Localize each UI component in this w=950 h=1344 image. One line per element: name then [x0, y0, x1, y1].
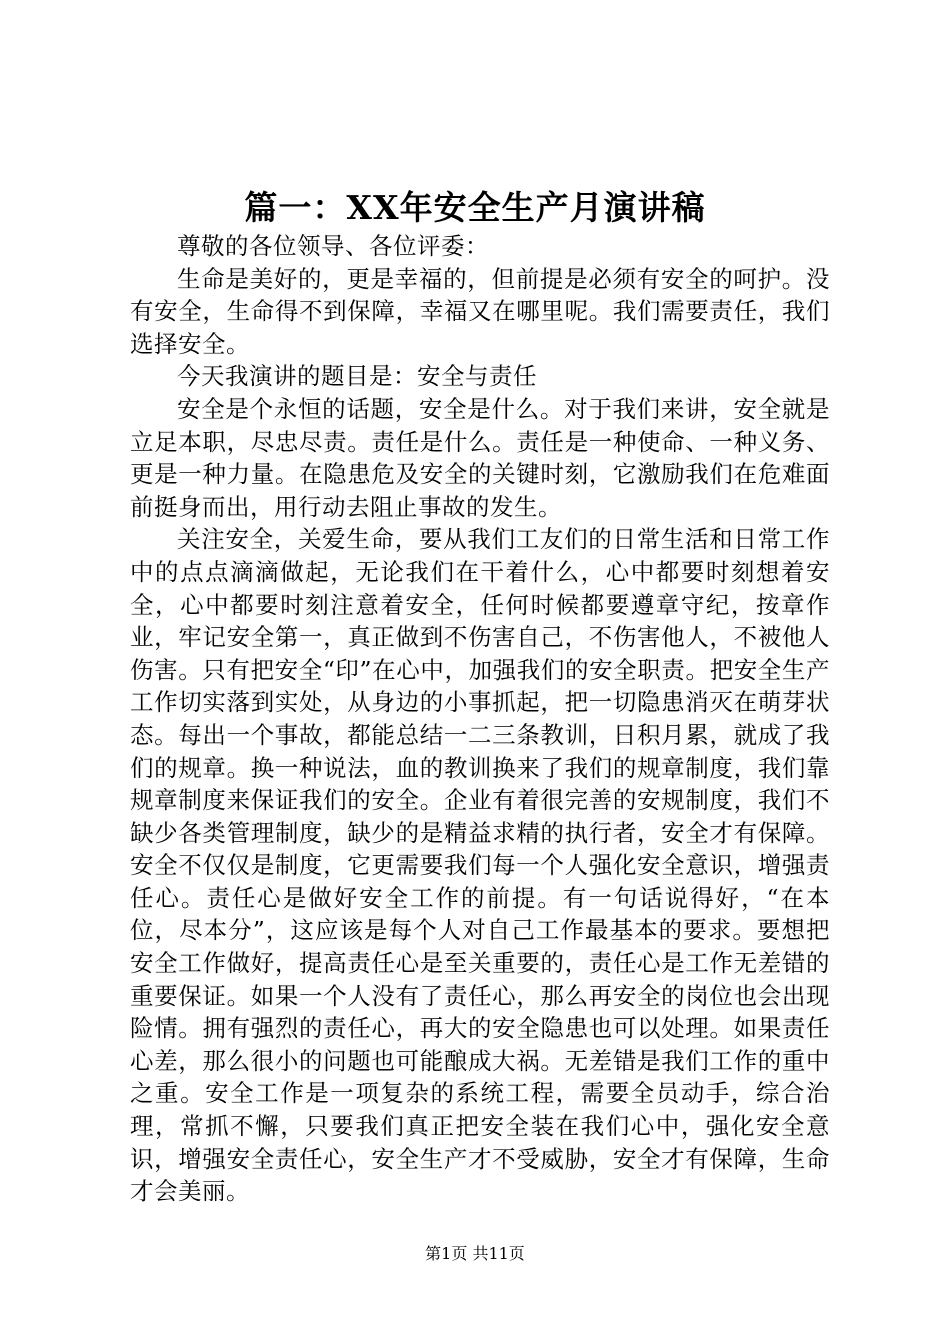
- body-paragraph: 安全是个永恒的话题，安全是什么。对于我们来讲，安全就是立足本职，尽忠尽责。责任是什么。责任是一种使命、一种义务、更是一种力量。在隐患危及安全的关键时刻，它激励我们在危难面前挺身而出，用行动去阻止事故的发生。: [130, 394, 830, 521]
- page-footer: 第1页 共11页: [425, 1244, 525, 1263]
- body-paragraph: 关注安全，关爱生命，要从我们工友们的日常生活和日常工作中的点点滴滴做起，无论我们在干着什么，心中都要时刻想着安全，心中都要时刻注意着安全，任何时候都要遵章守纪，按章作业，牢记安全第一，真正做到不伤害自己，不伤害他人，不被他人伤害。只有把安全“印”在心中，加强我们的安全职责。把安全生产工作切实落到实处，从身边的小事抓起，把一切隐患消灭在萌芽状态。每出一个事故，都能总结一二三条教训，日积月累，就成了我们的规章。换一种说法，血的教训换来了我们的规章制度，我们靠规章制度来保证我们的安全。企业有着很完善的安规制度，我们不缺少各类管理制度，缺少的是精益求精的执行者，安全才有保障。安全不仅仅是制度，它更需要我们每一个人强化安全意识，增强责任心。责任心是做好安全工作的前提。有一句话说得好，“在本位，尽本分”，这应该是每个人对自己工作最基本的要求。要想把安全工作做好，提高责任心是至关重要的，责任心是工作无差错的重要保证。如果一个人没有了责任心，那么再安全的岗位也会出现险情。拥有强烈的责任心，再大的安全隐患也可以处理。如果责任心差，那么很小的问题也可能酿成大祸。无差错是我们工作的重中之重。安全工作是一项复杂的系统工程，需要全员动手，综合治理，常抓不懈，只要我们真正把安全装在我们心中，强化安全意识，增强安全责任心，安全生产才不受威胁，安全才有保障，生命才会美丽。: [130, 525, 830, 1206]
- salutation-paragraph: 尊敬的各位领导、各位评委：: [177, 232, 489, 260]
- body-paragraph: 生命是美好的，更是幸福的，但前提是必须有安全的呵护。没有安全，生命得不到保障，幸福又在哪里呢。我们需要责任，我们选择安全。: [130, 264, 830, 358]
- document-body: [130, 230, 830, 1208]
- topic-paragraph: 今天我演讲的题目是：安全与责任: [177, 362, 537, 391]
- document-title: 篇一：XX年安全生产月演讲稿: [244, 188, 706, 227]
